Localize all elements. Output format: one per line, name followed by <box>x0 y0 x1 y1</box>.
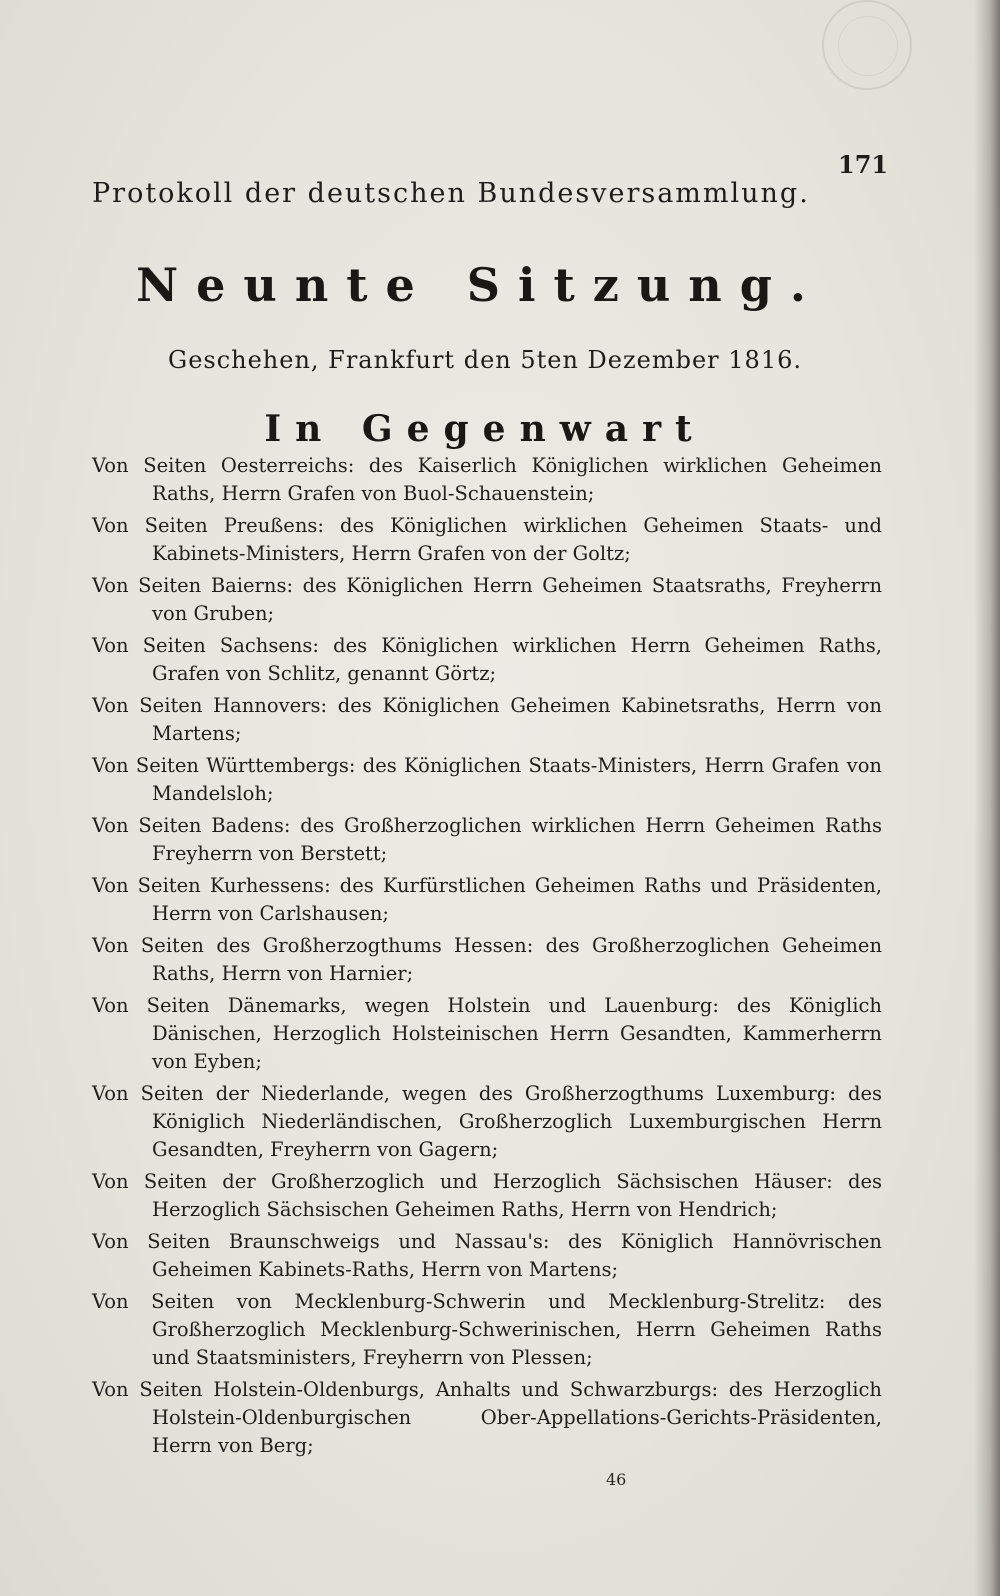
attendance-entry: Von Seiten der Niederlande, wegen des Großherzogthums Luxemburg: des Königlich Niederländischen, Großherzoglich Luxemburgischen Herrn Gesandten, Freyherrn von Gagern; <box>92 1082 882 1161</box>
page-number: 171 <box>838 150 889 179</box>
attendance-list <box>92 452 882 1464</box>
presence-heading: In Gegenwart <box>264 408 706 450</box>
attendance-entry: Von Seiten des Großherzogthums Hessen: des Großherzoglichen Geheimen Raths, Herrn von Harnier; <box>92 934 882 985</box>
attendance-entry: Von Seiten Sachsens: des Königlichen wirklichen Herrn Geheimen Raths, Grafen von Schlitz, genannt Görtz; <box>92 634 882 685</box>
running-head: Protokoll der deutschen Bundesversammlung. <box>92 178 810 209</box>
attendance-entry: Von Seiten Kurhessens: des Kurfürstlichen Geheimen Raths und Präsidenten, Herrn von Carlshausen; <box>92 874 882 925</box>
attendance-entry: Von Seiten Badens: des Großherzoglichen wirklichen Herrn Geheimen Raths Freyherrn von Berstett; <box>92 814 882 865</box>
attendance-entry: Von Seiten Hannovers: des Königlichen Geheimen Kabinetsraths, Herrn von Martens; <box>92 694 882 745</box>
attendance-entry: Von Seiten der Großherzoglich und Herzoglich Sächsischen Häuser: des Herzoglich Sächsischen Geheimen Raths, Herrn von Hendrich; <box>92 1170 882 1221</box>
binding-shadow <box>974 0 1000 1596</box>
attendance-entry: Von Seiten von Mecklenburg-Schwerin und Mecklenburg-Strelitz: des Großherzoglich Mecklenburg-Schwerinischen, Herrn Geheimen Raths und Staatsministers, Freyherrn von Plessen; <box>92 1290 882 1369</box>
attendance-entry: Von Seiten Oesterreichs: des Kaiserlich Königlichen wirklichen Geheimen Raths, Herrn Grafen von Buol-Schauenstein; <box>92 454 882 505</box>
session-title: Neunte Sitzung. <box>136 258 824 312</box>
attendance-entry: Von Seiten Württembergs: des Königlichen Staats-Ministers, Herrn Grafen von Mandelsloh; <box>92 754 882 805</box>
attendance-entry: Von Seiten Holstein-Oldenburgs, Anhalts und Schwarzburgs: des Herzoglich Holstein-Oldenburgischen Ober-Appellations-Gerichts-Präsidenten, Herrn von Berg; <box>92 1378 882 1457</box>
attendance-entry: Von Seiten Preußens: des Königlichen wirklichen Geheimen Staats- und Kabinets-Ministers, Herrn Grafen von der Goltz; <box>92 514 882 565</box>
attendance-entry: Von Seiten Baierns: des Königlichen Herrn Geheimen Staatsraths, Freyherrn von Gruben; <box>92 574 882 625</box>
dateline: Geschehen, Frankfurt den 5ten Dezember 1816. <box>168 346 802 374</box>
library-stamp <box>822 0 912 90</box>
attendance-entry: Von Seiten Braunschweigs und Nassau's: des Königlich Hannövrischen Geheimen Kabinets-Raths, Herrn von Martens; <box>92 1230 882 1281</box>
attendance-entry: Von Seiten Dänemarks, wegen Holstein und Lauenburg: des Königlich Dänischen, Herzoglich Holsteinischen Herrn Gesandten, Kammerherrn von Eyben; <box>92 994 882 1073</box>
signature-mark: 46 <box>606 1470 627 1489</box>
